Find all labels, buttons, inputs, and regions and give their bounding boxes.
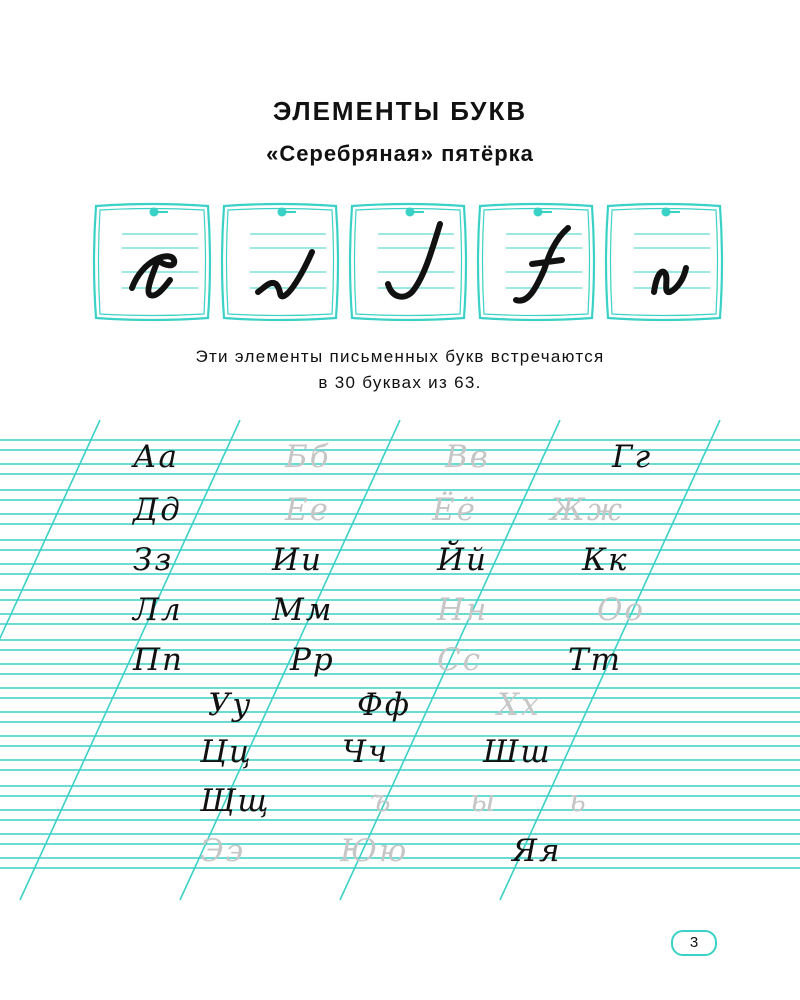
letter-pair: Фф	[357, 687, 411, 723]
letter-pair: Яя	[512, 833, 562, 869]
letter-pair: Уу	[208, 687, 253, 723]
letter-pair: Оо	[597, 592, 646, 628]
letter-pair: Зз	[133, 542, 174, 578]
page-number: 3	[671, 930, 717, 956]
letter-pair: Нн	[437, 592, 489, 628]
letter-pair: Ёё	[432, 492, 477, 528]
letter-pair: Хх	[497, 687, 541, 723]
slant-line	[0, 420, 100, 900]
letter-pair: Аа	[133, 439, 179, 475]
slant-line	[180, 420, 400, 900]
letter-pair: Сс	[437, 642, 483, 678]
letter-pair: Пп	[133, 642, 184, 678]
page-title: ЭЛЕМЕНТЫ БУКВ	[272, 96, 528, 126]
letter-pair: Бб	[285, 439, 331, 475]
handwriting-grid	[0, 420, 800, 900]
letter-pair: Шш	[483, 734, 552, 770]
element-card-5	[606, 204, 722, 320]
letter-pair: Цц	[200, 734, 253, 770]
page-subtitle: «Серебряная» пятёрка	[266, 141, 534, 166]
letter-pair: Лл	[133, 592, 183, 628]
letter-pair: Жж	[550, 492, 625, 528]
letter-pair: Ии	[272, 542, 323, 578]
letter-pair: Дд	[133, 492, 182, 528]
slant-line	[500, 420, 720, 900]
letter-pair: Ее	[285, 492, 330, 528]
caption-line-2: в 30 буквах из 63.	[318, 373, 482, 392]
slant-line	[20, 420, 240, 900]
letter-pair: ы	[470, 783, 498, 819]
element-card-1	[94, 204, 210, 320]
letter-pair: Кк	[582, 542, 629, 578]
letter-pair: Вв	[445, 439, 490, 475]
element-card-4	[478, 204, 594, 320]
element-card-2	[222, 204, 338, 320]
letter-pair: ь	[569, 783, 588, 819]
slant-line	[340, 420, 560, 900]
letter-pair: ъ	[370, 783, 393, 819]
caption-line-1: Эти элементы письменных букв встречаются	[195, 347, 605, 366]
letter-pair: Щщ	[200, 783, 271, 819]
caption	[0, 344, 800, 396]
letter-pair: Тт	[568, 642, 623, 678]
letter-pair: Юю	[340, 833, 409, 869]
letter-pair: Гг	[612, 439, 653, 475]
letter-pair: Йй	[437, 542, 488, 578]
element-cards	[92, 200, 728, 325]
element-card-3	[350, 204, 466, 320]
letter-pair: Чч	[342, 734, 390, 770]
letter-pair: Рр	[290, 642, 335, 678]
letter-pair: Ээ	[200, 833, 246, 869]
letter-pair: Мм	[272, 592, 334, 628]
